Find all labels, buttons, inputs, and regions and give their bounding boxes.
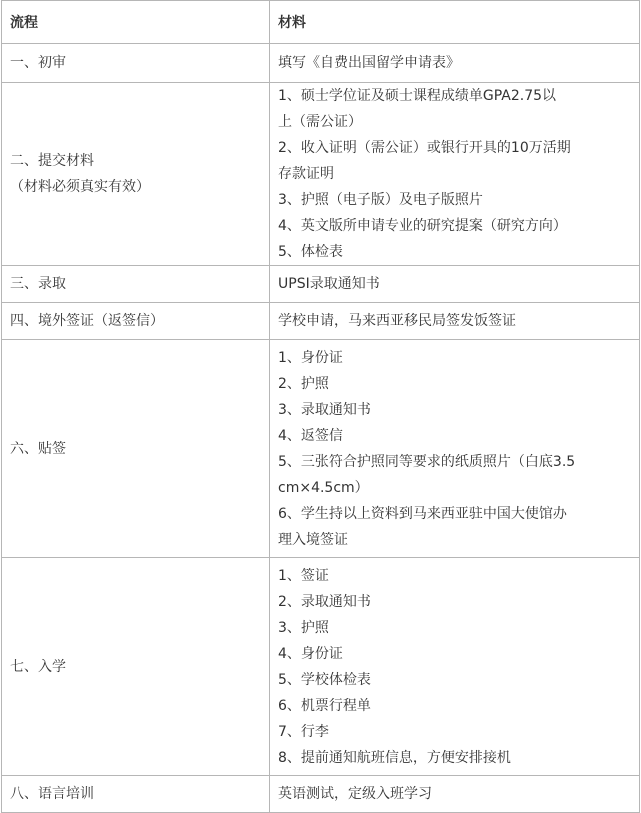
- step-cell: [2, 340, 270, 558]
- material-item: 5、学校体检表: [278, 671, 371, 688]
- materials-cell: [270, 44, 640, 83]
- table-row: [2, 340, 640, 558]
- step-cell: [2, 303, 270, 340]
- table-row: [2, 266, 640, 303]
- table-row: [2, 83, 640, 266]
- step-label: 二、提交材料: [10, 153, 94, 169]
- material-item: 6、学生持以上资料到马来西亚驻中国大使馆办: [278, 505, 567, 522]
- step-cell: [2, 558, 270, 776]
- material-item: 7、行李: [278, 723, 329, 740]
- material-item: 8、提前通知航班信息，方便安排接机: [278, 749, 511, 766]
- table-row: [2, 303, 640, 340]
- header-materials: 材料: [270, 1, 640, 44]
- materials-cell: [270, 340, 640, 558]
- table-header-row: [2, 1, 640, 44]
- material-item: 1、身份证: [278, 349, 343, 366]
- material-item: 上（需公证）: [278, 114, 362, 130]
- material-item: 2、收入证明（需公证）或银行开具的10万活期: [278, 140, 571, 156]
- step-label: 七、入学: [10, 658, 66, 675]
- material-item: 英语测试，定级入班学习: [278, 786, 432, 802]
- material-item: cm×4.5cm）: [278, 479, 369, 496]
- material-item: 4、英文版所申请专业的研究提案（研究方向）: [278, 218, 567, 234]
- materials-cell: [270, 558, 640, 776]
- material-item: 学校申请，马来西亚移民局签发饭签证: [278, 313, 516, 329]
- material-item: UPSI录取通知书: [278, 276, 380, 292]
- material-item: 2、录取通知书: [278, 593, 371, 610]
- material-item: 4、身份证: [278, 645, 343, 662]
- material-item: 理入境签证: [278, 531, 348, 548]
- materials-cell: [270, 83, 640, 266]
- step-cell: [2, 266, 270, 303]
- material-item: 5、体检表: [278, 244, 343, 260]
- materials-cell: [270, 266, 640, 303]
- step-note: （材料必须真实有效）: [10, 179, 150, 195]
- material-item: 6、机票行程单: [278, 697, 371, 714]
- material-item: 填写《自费出国留学申请表》: [278, 55, 460, 71]
- materials-cell: [270, 303, 640, 340]
- step-label: 三、录取: [10, 276, 66, 292]
- step-cell: [2, 776, 270, 813]
- step-label: 八、语言培训: [10, 786, 94, 802]
- material-item: 5、三张符合护照同等要求的纸质照片（白底3.5: [278, 453, 576, 470]
- step-label: 四、境外签证（返签信）: [10, 313, 164, 329]
- header-process: 流程: [2, 1, 270, 44]
- materials-cell: [270, 776, 640, 813]
- material-item: 3、录取通知书: [278, 401, 371, 418]
- material-item: 3、护照（电子版）及电子版照片: [278, 192, 483, 208]
- material-item: 存款证明: [278, 166, 334, 182]
- material-item: 1、签证: [278, 567, 329, 584]
- step-label: 六、贴签: [10, 440, 66, 457]
- material-item: 1、硕士学位证及硕士课程成绩单GPA2.75以: [278, 88, 557, 104]
- table-row: [2, 776, 640, 813]
- material-item: 3、护照: [278, 619, 329, 636]
- table-row: [2, 44, 640, 83]
- step-label: 一、初审: [10, 55, 66, 71]
- material-item: 2、护照: [278, 375, 329, 392]
- table-row: [2, 558, 640, 776]
- step-cell: [2, 44, 270, 83]
- step-cell: [2, 83, 270, 266]
- material-item: 4、返签信: [278, 427, 343, 444]
- process-materials-table: [1, 0, 640, 813]
